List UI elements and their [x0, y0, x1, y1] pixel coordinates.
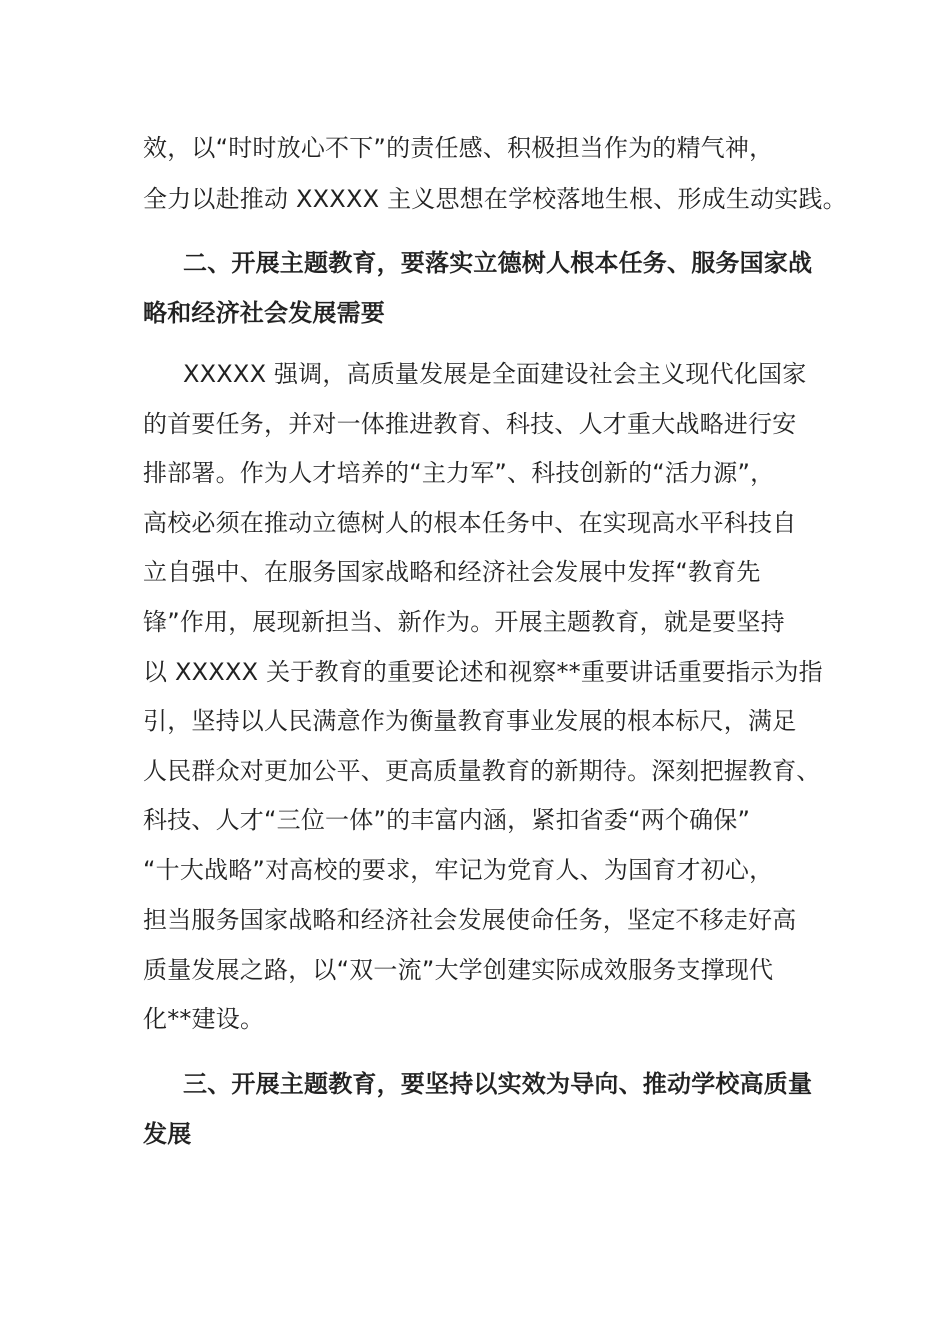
- section-heading-3-line-1: 三、开展主题教育，要坚持以实效为导向、推动学校高质量: [183, 1070, 813, 1098]
- paragraph-line-14: 担当服务国家战略和经济社会发展使命任务，坚定不移走好高: [143, 906, 797, 934]
- paragraph-line-7: 立自强中、在服务国家战略和经济社会发展中发挥“教育先: [143, 558, 761, 586]
- paragraph-line-13: “十大战略”对高校的要求，牢记为党育人、为国育才初心，: [143, 856, 774, 884]
- paragraph-line-6: 高校必须在推动立德树人的根本任务中、在实现高水平科技自: [143, 509, 797, 537]
- paragraph-line-16: 化**建设。: [143, 1005, 265, 1033]
- section-heading-3-line-2: 发展: [143, 1120, 192, 1148]
- section-heading-2-line-2: 略和经济社会发展需要: [143, 299, 385, 327]
- paragraph-line-15: 质量发展之路，以“双一流”大学创建实际成效服务支撑现代: [143, 956, 774, 984]
- paragraph-line-12: 科技、人才“三位一体”的丰富内涵，紧扣省委“两个确保”: [143, 806, 751, 834]
- paragraph-line-10: 引，坚持以人民满意作为衡量教育事业发展的根本标尺，满足: [143, 707, 797, 735]
- paragraph-line-3: XXXXX 强调，高质量发展是全面建设社会主义现代化国家: [183, 360, 807, 388]
- paragraph-line-1: 效，以“时时放心不下”的责任感、积极担当作为的精气神，: [143, 134, 774, 162]
- section-heading-2-line-1: 二、开展主题教育，要落实立德树人根本任务、服务国家战: [183, 249, 813, 277]
- paragraph-line-9: 以 XXXXX 关于教育的重要论述和视察**重要讲话重要指示为指: [143, 658, 823, 686]
- paragraph-line-5: 排部署。作为人才培养的“主力军”、科技创新的“活力源”，: [143, 459, 775, 487]
- paragraph-line-4: 的首要任务，并对一体推进教育、科技、人才重大战略进行安: [143, 410, 797, 438]
- paragraph-line-8: 锋”作用，展现新担当、新作为。开展主题教育，就是要坚持: [143, 608, 785, 636]
- paragraph-line-11: 人民群众对更加公平、更高质量教育的新期待。深刻把握教育、: [143, 757, 821, 785]
- paragraph-line-2: 全力以赴推动 XXXXX 主义思想在学校落地生根、形成生动实践。: [143, 185, 847, 213]
